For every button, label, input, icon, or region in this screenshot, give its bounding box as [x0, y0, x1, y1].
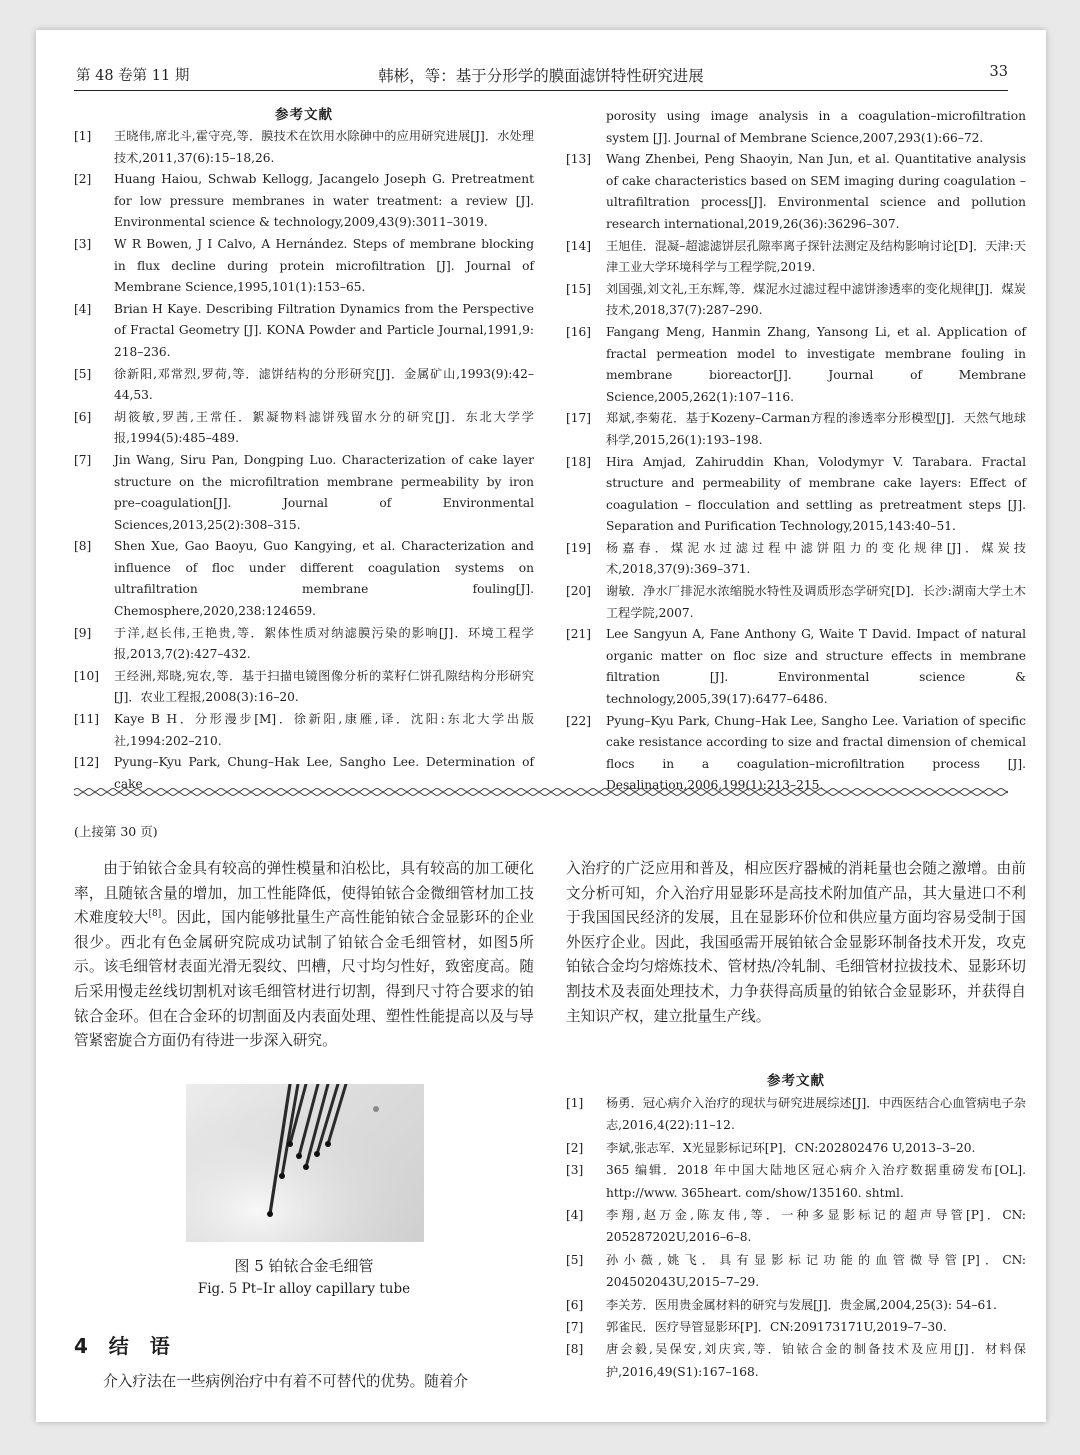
- reference-number: [4]: [74, 301, 92, 316]
- reference-number: [5]: [74, 366, 92, 381]
- reference-text: Lee Sangyun A, Fane Anthony G, Waite T David. Impact of natural organic matter on floc size and structure effects in membrane filtration [J]. Environmental science & technology,2005,39(17):6477–6486.: [606, 627, 1026, 707]
- reference-number: [17]: [566, 411, 592, 426]
- reference-text: W R Bowen, J I Calvo, A Hernández. Steps of membrane blocking in flux decline during protein microfiltration [J]. Journal of Membrane Science,1995,101(1):153–65.: [114, 236, 534, 295]
- reference-item: [74, 623, 534, 666]
- citation-8: [8]: [148, 909, 162, 920]
- reference-text: Pyung–Kyu Park, Chung–Hak Lee, Sangho Lee. Variation of specific cake resistance according to size and fractal dimension of chemical flocs in a coagulation–microfiltration process [J]. Desalination,2006,199(1):213–215.: [606, 713, 1026, 793]
- reference-item: [74, 234, 534, 299]
- reference-item: [74, 407, 534, 450]
- reference-number: [5]: [566, 1252, 584, 1267]
- reference-item: [74, 364, 534, 407]
- reference-item: [566, 1294, 1026, 1316]
- reference-text: 胡筱敏,罗茜,王常任．絮凝物料滤饼残留水分的研究[J]．东北大学学报,1994(5):485–489.: [114, 409, 534, 446]
- reference-number: [8]: [74, 539, 92, 554]
- reference-number: [20]: [566, 584, 592, 599]
- reference-text: 李斌,张志军．X光显影标记环[P]．CN:202802476 U,2013–3–20.: [606, 1140, 976, 1155]
- journal-page: [36, 30, 1046, 1422]
- reference-item: [566, 1338, 1026, 1383]
- reference-item: [566, 711, 1026, 797]
- reference-item: [566, 1137, 1026, 1159]
- reference-text: 杨嘉春．煤泥水过滤过程中滤饼阻力的变化规律[J]．煤炭技术,2018,37(9):369–371.: [606, 540, 1026, 577]
- reference-text: Fangang Meng, Hanmin Zhang, Yansong Li, et al. Application of fractal permeation model to investigate membrane fouling in membrane bioreactor[J]. Journal of Membrane Science,2005,262(1):107–116.: [606, 324, 1026, 404]
- reference-item: [566, 149, 1026, 235]
- reference-text: Wang Zhenbei, Peng Shaoyin, Nan Jun, et al. Quantitative analysis of cake characteristics based on SEM imaging during coagulation – ultrafiltration process[J]. Environmental science and pollution research international,2019,26(36):36296–307.: [606, 152, 1026, 231]
- reference-number: [4]: [566, 1208, 584, 1223]
- bottom-refs-list: [566, 1092, 1026, 1383]
- wave-divider: [74, 786, 1008, 798]
- reference-number: [22]: [566, 713, 592, 728]
- reference-number: [3]: [566, 1163, 584, 1178]
- reference-item: [74, 126, 534, 169]
- reference-text: 李关芳．医用贵金属材料的研究与发展[J]．贵金属,2004,25(3): 54–61.: [606, 1297, 997, 1312]
- reference-text: Jin Wang, Siru Pan, Dongping Luo. Characterization of cake layer structure on the microfiltration membrane permeability by iron pre–coagulation[J]. Journal of Environmental Sciences,2013,25(2):308–315.: [114, 452, 534, 532]
- reference-number: [6]: [566, 1297, 584, 1312]
- figure-5-caption-en: Fig. 5 Pt–Ir alloy capillary tube: [197, 1281, 411, 1297]
- reference-text: 唐会毅,吴保安,刘庆宾,等．铂铱合金的制备技术及应用[J]．材料保护,2016,49(S1):167–168.: [606, 1342, 1026, 1379]
- reference-number: [2]: [74, 172, 92, 187]
- reference-item: [74, 536, 534, 622]
- top-refs-left: [74, 104, 534, 795]
- reference-text: 365 编辑．2018 年中国大陆地区冠心病介入治疗数据重磅发布[OL]. http://www. 365heart. com/show/135160. shtml.: [606, 1163, 1026, 1200]
- reference-number: [21]: [566, 627, 592, 642]
- reference-number: [14]: [566, 238, 592, 253]
- reference-number: [7]: [566, 1320, 584, 1335]
- reference-item: [566, 408, 1026, 451]
- reference-number: [10]: [74, 668, 100, 683]
- figure-5-photo: [186, 1084, 424, 1242]
- reference-item: [74, 169, 534, 234]
- reference-text: 郑斌,李菊花．基于Kozeny–Carman方程的渗透率分形模型[J]．天然气地球科学,2015,26(1):193–198.: [606, 411, 1026, 447]
- reference-item: [566, 538, 1026, 581]
- reference-item: [566, 1092, 1026, 1137]
- reference-text: 杨勇．冠心病介入治疗的现状与研究进展综述[J]．中西医结合心血管病电子杂志,2016,4(22):11–12.: [606, 1096, 1026, 1133]
- reference-text: Huang Haiou, Schwab Kellogg, Jacangelo Joseph G. Pretreatment for low pressure membranes in water treatment: a review [J]. Environmental science & technology,2009,43(9):3011–3019.: [114, 172, 534, 230]
- reference-text: Kaye B H．分形漫步[M]．徐新阳,康雁,译．沈阳:东北大学出版社,1994:202–210.: [114, 712, 534, 748]
- reference-text: 王经洲,郑晓,宛农,等．基于扫描电镜图像分析的菜籽仁饼孔隙结构分形研究[J]．农业工程报,2008(3):16–20.: [114, 668, 534, 705]
- reference-text: 徐新阳,邓常烈,罗荷,等．滤饼结构的分形研究[J]．金属矿山,1993(9):42–44,53.: [114, 366, 534, 403]
- top-refs-title: 参考文献: [275, 107, 333, 123]
- reference-number: [15]: [566, 281, 592, 296]
- top-refs-right-list: [566, 149, 1026, 797]
- reference-number: [2]: [566, 1140, 584, 1155]
- reference-item: [566, 452, 1026, 538]
- reference-number: [1]: [566, 1096, 584, 1110]
- reference-number: [9]: [74, 625, 92, 640]
- ref-continuation: porosity using image analysis in a coagulation–microfiltration system [J]. Journal of Membrane Science,2007,293(1):66–72.: [606, 109, 1026, 145]
- reference-item: [566, 1249, 1026, 1294]
- body-paragraph-2-start: 介入疗法在一些病例治疗中有着不可替代的优势。随着介: [103, 1373, 469, 1390]
- header-rule: [74, 90, 1008, 91]
- reference-item: [566, 1316, 1026, 1338]
- reference-number: [18]: [566, 454, 592, 469]
- reference-item: [566, 322, 1026, 408]
- reference-text: 刘国强,刘文礼,王东辉,等．煤泥水过滤过程中滤饼渗透率的变化规律[J]．煤炭技术,2018,37(7):287–290.: [606, 281, 1026, 318]
- reference-text: 谢敏．净水厂排泥水浓缩脱水特性及调质形态学研究[D]．长沙:湖南大学土木工程学院,2007.: [606, 584, 1026, 620]
- reference-text: 郭雀民．医疗导管显影环[P]．CN:209173171U,2019–7–30.: [606, 1320, 947, 1335]
- running-title: 韩彬，等：基于分形学的膜面滤饼特性研究进展: [378, 67, 704, 85]
- reference-number: [13]: [566, 152, 592, 167]
- reference-item: [74, 450, 534, 536]
- reference-text: Shen Xue, Gao Baoyu, Guo Kangying, et al. Characterization and influence of floc under different coagulation systems on ultrafiltration membrane fouling[J]. Chemosphere,2020,238:124659.: [114, 539, 534, 619]
- bottom-refs-title: 参考文献: [767, 1073, 825, 1089]
- reference-number: [19]: [566, 540, 592, 555]
- reference-item: [74, 299, 534, 364]
- reference-item: [74, 709, 534, 752]
- body-paragraph-2-continued: 入治疗的广泛应用和普及，相应医疗器械的消耗量也会随之激增。由前文分析可知，介入治疗用显影环是高技术附加值产品，其大量进口不利于我国国民经济的发展，且在显影环价位和供应量方面均容易受制于国外医疗企业。因此，我国亟需开展铂铱合金显影环制备技术开发，攻克铂铱合金均匀熔炼技术、管材热/冷轧制、毛细管材拉拔技术、显影环切割技术及表面处理技术，力争获得高质量的铂铱合金显影环，并获得自主知识产权，建立批量生产线。: [566, 860, 1026, 1025]
- reference-item: [566, 624, 1026, 710]
- issue-label: 第 48 卷第 11 期: [76, 68, 190, 84]
- body-paragraph-1: 由于铂铱合金具有较高的弹性模量和泊松比，具有较高的加工硬化率，且随铱含量的增加，加工性能降低，使得铂铱合金微细管材加工技术难度较大[8]。因此，国内能够批量生产高性能铂铱合金显影环的企业很少。西北有色金属研究院成功试制了铂铱合金毛细管材，如图5所示。该毛细管材表面光滑无裂纹、凹槽，尺寸均匀性好，致密度高。随后采用慢走丝线切割机对该毛细管材进行切割，得到尺寸符合要求的铂铱合金环。但在合金环的切割面及内表面处理、塑性性能提高以及与导管紧密旋合方面仍有待进一步深入研究。: [74, 860, 534, 1050]
- reference-item: [566, 581, 1026, 624]
- reference-item: [566, 1159, 1026, 1204]
- reference-number: [16]: [566, 324, 592, 339]
- reference-item: [566, 279, 1026, 322]
- page-number: 33: [989, 64, 1008, 80]
- bottom-refs: [566, 1070, 1026, 1383]
- reference-text: 于洋,赵长伟,王艳贵,等．絮体性质对纳滤膜污染的影响[J]．环境工程学报,2013,7(2):427–432.: [114, 625, 534, 662]
- continued-note: (上接第 30 页): [74, 824, 158, 839]
- reference-text: 孙小薇,姚飞．具有显影标记功能的血管微导管[P]．CN: 204502043U,2015–7–29.: [606, 1252, 1026, 1290]
- figure-5-caption-cn: 图 5 铂铱合金毛细管: [234, 1257, 374, 1275]
- reference-number: [7]: [74, 452, 92, 467]
- reference-number: [6]: [74, 409, 92, 424]
- reference-text: Pyung–Kyu Park, Chung–Hak Lee, Sangho Lee. Determination of cake: [114, 755, 534, 791]
- top-refs-right: [566, 106, 1026, 797]
- reference-text: 李翔,赵万金,陈友伟,等．一种多显影标记的超声导管[P]．CN: 205287202U,2016–6–8.: [606, 1208, 1026, 1245]
- capillary-tube-illustration: [186, 1084, 424, 1242]
- reference-text: 王旭佳．混凝–超滤滤饼层孔隙率离子探针法测定及结构影响讨论[D]．天津:天津工业大学环境科学与工程学院,2019.: [606, 238, 1026, 275]
- reference-number: [8]: [566, 1342, 584, 1357]
- top-refs-left-list: [74, 126, 534, 795]
- reference-item: [566, 1204, 1026, 1249]
- reference-number: [3]: [74, 236, 92, 251]
- reference-text: Brian H Kaye. Describing Filtration Dynamics from the Perspective of Fractal Geometry [J]. KONA Powder and Particle Journal,1991,9: 218–236.: [114, 301, 534, 359]
- reference-item: [566, 236, 1026, 279]
- reference-text: Hira Amjad, Zahiruddin Khan, Volodymyr V. Tarabara. Fractal structure and permeability of membrane cake layers: Effect of coagulation – flocculation and settling as pretreatment steps [J]. Separation and Purification Technology,2015,143:40–51.: [606, 454, 1026, 534]
- reference-number: [12]: [74, 755, 100, 770]
- reference-item: [74, 666, 534, 709]
- reference-number: [11]: [74, 712, 100, 727]
- section-heading: 4 结 语: [74, 1334, 170, 1358]
- reference-text: 王晓伟,席北斗,霍守亮,等．膜技术在饮用水除砷中的应用研究进展[J]．水处理技术,2011,37(6):15–18,26.: [114, 129, 534, 165]
- reference-number: [1]: [74, 129, 92, 143]
